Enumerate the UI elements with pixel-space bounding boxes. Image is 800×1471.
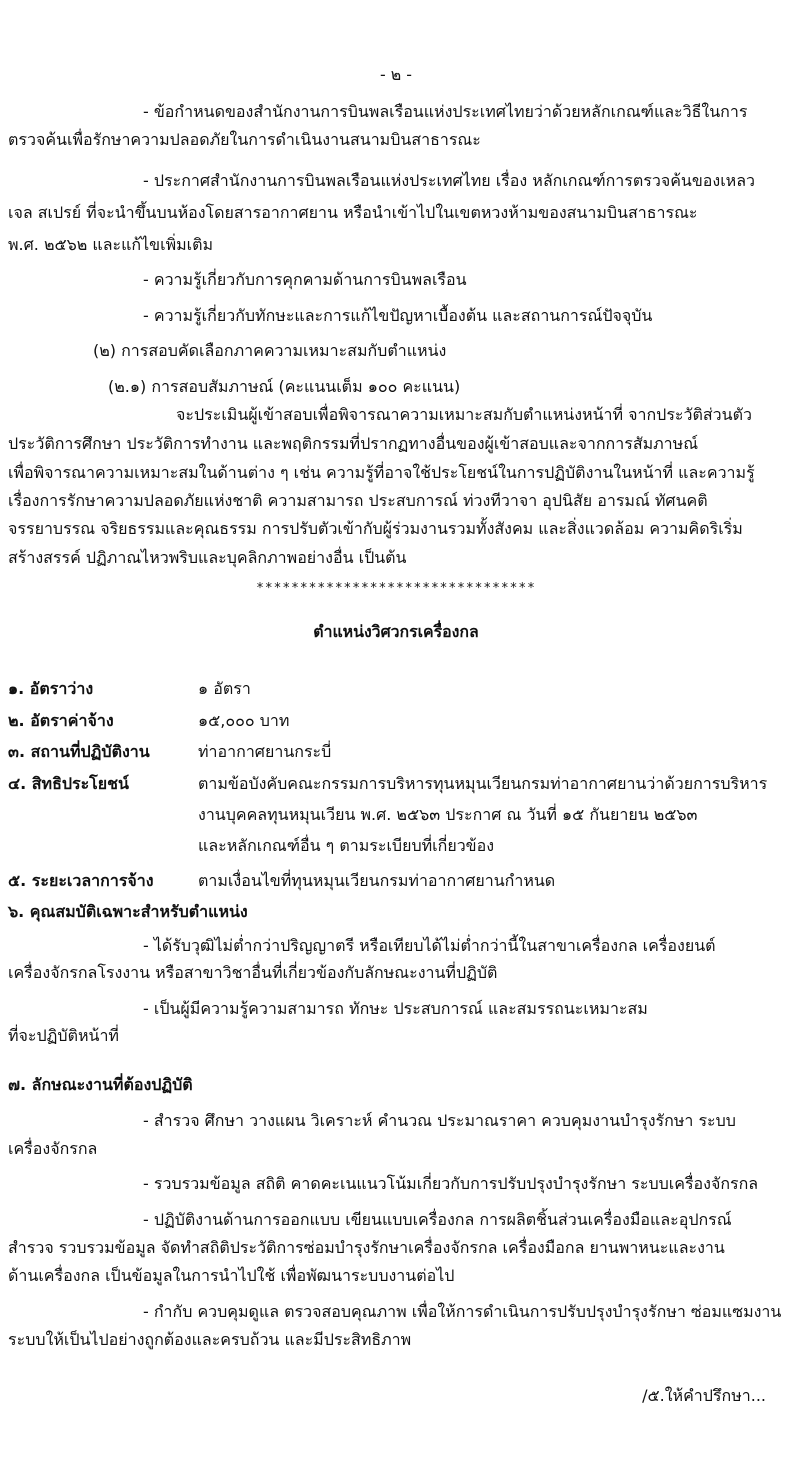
salary-label: ๒. อัตราค่าจ้าง [8, 711, 114, 730]
vacancy-value: ๑ อัตรา [198, 679, 251, 698]
qualification-line: - ได้รับวุฒิไม่ต่ำกว่าปริญญาตรี หรือเทียบได้ไม่ต่ำกว่านี้ในสาขาเครื่องกล เครื่องยนต์ [143, 936, 716, 955]
intro-line: พ.ศ. ๒๕๖๒ และแก้ไขเพิ่มเติม [8, 235, 214, 254]
salary-value: ๑๕,๐๐๐ บาท [198, 711, 290, 730]
intro-line: สร้างสรรค์ ปฏิภาณไหวพริบและบุคลิกภาพอย่างอื่น เป็นต้น [8, 548, 407, 567]
intro-line: เรื่องการรักษาความปลอดภัยแห่งชาติ ความสามารถ ประสบการณ์ ท่วงทีวาจา อุปนิสัย อารมณ์ ทัศนคติ [8, 491, 708, 510]
qualifications-heading: ๖. คุณสมบัติเฉพาะสำหรับตำแหน่ง [8, 902, 248, 921]
period-value: ตามเงื่อนไขที่ทุนหมุนเวียนกรมท่าอากาศยานกำหนด [198, 871, 556, 890]
intro-line: จะประเมินผู้เข้าสอบเพื่อพิจารณาความเหมาะสมกับตำแหน่งหน้าที่ จากประวัติส่วนตัว [176, 405, 752, 424]
benefits-label: ๔. สิทธิประโยชน์ [8, 774, 129, 793]
section-subheading: (๒) การสอบคัดเลือกภาคความเหมาะสมกับตำแหน่ง [93, 341, 447, 360]
intro-line: ตรวจค้นเพื่อรักษาความปลอดภัยในการดำเนินงานสนามบินสาธารณะ [8, 130, 481, 149]
intro-line: เจล สเปรย์ ที่จะนำขึ้นบนห้องโดยสารอากาศยาน หรือนำเข้าไปในเขตหวงห้ามของสนามบินสาธารณะ [8, 203, 698, 222]
continuation-note: /๕.ให้คำปรึกษา... [642, 1386, 766, 1405]
intro-line: เพื่อพิจารณาความเหมาะสมในด้านต่าง ๆ เช่น ความรู้ที่อาจใช้ประโยชน์ในการปฏิบัติงานในหน้าที่ และความรู้ [8, 463, 755, 482]
page-number: - ๒ - [380, 65, 412, 84]
location-value: ท่าอากาศยานกระบี่ [198, 742, 332, 761]
duty-line: - รวบรวมข้อมูล สถิติ คาดคะเนแนวโน้มเกี่ยวกับการปรับปรุงบำรุงรักษา ระบบเครื่องจักรกล [143, 1174, 759, 1193]
duty-line: - สำรวจ ศึกษา วางแผน วิเคราะห์ คำนวณ ประมาณราคา ควบคุมงานบำรุงรักษา ระบบ [143, 1111, 736, 1130]
duty-line: ระบบให้เป็นไปอย่างถูกต้องและครบถ้วน และมีประสิทธิภาพ [8, 1330, 412, 1349]
duty-line: ด้านเครื่องกล เป็นข้อมูลในการนำไปใช้ เพื่อพัฒนาระบบงานต่อไป [8, 1266, 455, 1285]
benefits-value: และหลักเกณฑ์อื่น ๆ ตามระเบียบที่เกี่ยวข้อง [198, 836, 495, 855]
intro-line: จรรยาบรรณ จริยธรรมและคุณธรรม การปรับตัวเข้ากับผู้ร่วมงานรวมทั้งสังคม และสิ่งแวดล้อม ความคิดริเริ่ม [8, 519, 743, 538]
benefits-value: ตามข้อบังคับคณะกรรมการบริหารทุนหมุนเวียนกรมท่าอากาศยานว่าด้วยการบริหาร [198, 774, 768, 793]
duty-line: สำรวจ รวบรวมข้อมูล จัดทำสถิติประวัติการซ่อมบำรุงรักษาเครื่องจักรกล เครื่องมือกล ยานพาหนะและงาน [8, 1238, 725, 1257]
duty-line: เครื่องจักรกล [8, 1139, 98, 1158]
benefits-value: งานบุคคลทุนหมุนเวียน พ.ศ. ๒๕๖๓ ประกาศ ณ วันที่ ๑๕ กันยายน ๒๕๖๓ [198, 805, 698, 824]
period-label: ๕. ระยะเวลาการจ้าง [8, 871, 154, 890]
qualification-line: ที่จะปฏิบัติหน้าที่ [8, 1026, 119, 1045]
intro-line: - ความรู้เกี่ยวกับการคุกคามด้านการบินพลเรือน [143, 270, 467, 289]
duty-line: - ปฏิบัติงานด้านการออกแบบ เขียนแบบเครื่องกล การผลิตชิ้นส่วนเครื่องมือและอุปกรณ์ [143, 1210, 732, 1229]
vacancy-label: ๑. อัตราว่าง [8, 679, 94, 698]
qualification-line: เครื่องจักรกลโรงงาน หรือสาขาวิชาอื่นที่เกี่ยวข้องกับลักษณะงานที่ปฏิบัติ [8, 963, 498, 982]
duties-heading: ๗. ลักษณะงานที่ต้องปฏิบัติ [8, 1075, 193, 1094]
intro-line: - ประกาศสำนักงานการบินพลเรือนแห่งประเทศไทย เรื่อง หลักเกณฑ์การตรวจค้นของเหลว [143, 171, 756, 190]
qualification-line: - เป็นผู้มีความรู้ความสามารถ ทักษะ ประสบการณ์ และสมรรถนะเหมาะสม [143, 999, 648, 1018]
intro-line: ประวัติการศึกษา ประวัติการทำงาน และพฤติกรรมที่ปรากฏทางอื่นของผู้เข้าสอบและจากการสัมภาษณ์ [8, 434, 699, 453]
location-label: ๓. สถานที่ปฏิบัติงาน [8, 742, 150, 761]
intro-line: - ความรู้เกี่ยวกับทักษะและการแก้ไขปัญหาเบื้องต้น และสถานการณ์ปัจจุบัน [143, 306, 653, 325]
section-subheading: (๒.๑) การสอบสัมภาษณ์ (คะแนนเต็ม ๑๐๐ คะแนน) [108, 377, 461, 396]
duty-line: - กำกับ ควบคุมดูแล ตรวจสอบคุณภาพ เพื่อให้การดำเนินการปรับปรุงบำรุงรักษา ซ่อมแซมงาน [143, 1302, 782, 1321]
position-title: ตำแหน่งวิศวกรเครื่องกล [313, 622, 479, 641]
separator: ******************************** [256, 581, 536, 596]
intro-line: - ข้อกำหนดของสำนักงานการบินพลเรือนแห่งประเทศไทยว่าด้วยหลักเกณฑ์และวิธีในการ [143, 102, 748, 121]
